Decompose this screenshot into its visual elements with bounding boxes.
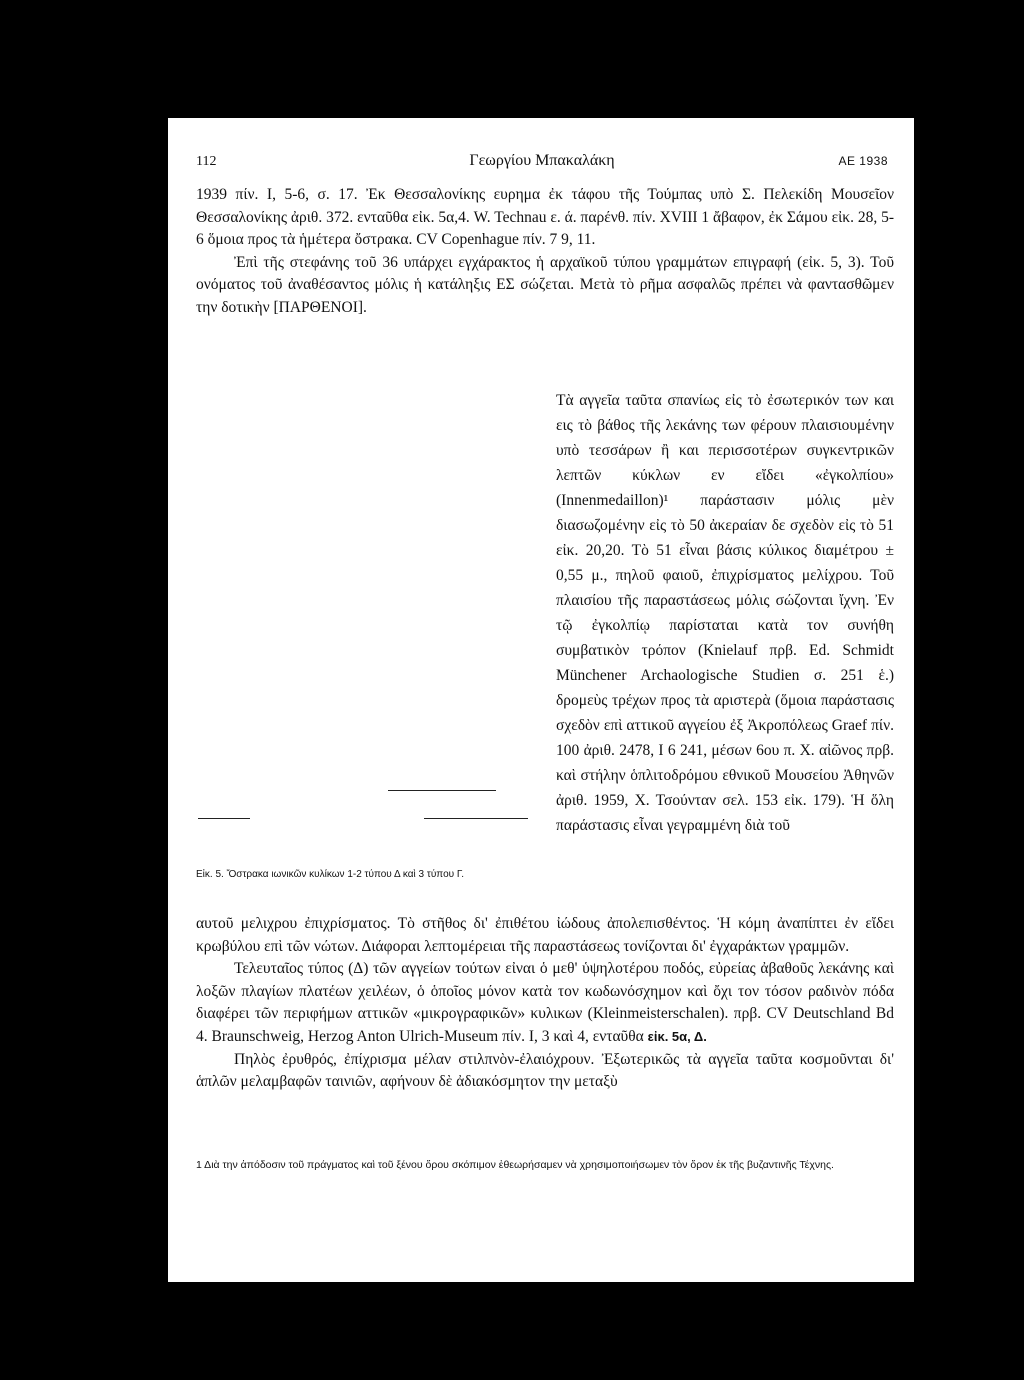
paragraph-clay: Πηλὸς ἐρυθρός, ἐπίχρισμα μέλαν στιλπνὸν-ἐλαιόχρουν. Ἐξωτερικῶς τὰ αγγεῖα ταῦτα κοσμοῦνται δι' ἁπλῶν μελαμβαφῶν ταινιῶν, αφήνουν δὲ ἀδιακόσμητον την μεταξὺ [196,1050,894,1091]
document-page [168,118,914,1282]
type-d-text: Τελευταῖος τύπος (Δ) τῶν αγγείων τούτων εἰναι ὁ μεθ' ὑψηλοτέρου ποδός, εὐρείας ἀβαθοῦς λεκάνης καὶ λοξῶν πλαγίων πλατέων χειλέων, ὁ ὁποῖος μόνον κατὰ τον κωδωνόσχημον καὶ ὄχι τον τόσον ραδινὸν πόδα διαφέρει τῶν περιφήμων αττικῶν «μικρογραφικῶν» κυλικων (Kleinmeisterschalen). πρβ. CV Deutschland Bd 4. Braunschweig, Herzog Anton Ulrich-Museum πίν. I, 3 καὶ 4, ενταῦθα [196,960,894,1045]
figure-rule [198,818,250,819]
right-column-text [556,388,894,838]
running-title: Γεωργίου Μπακαλάκη [469,152,615,169]
figure-caption: Εἰκ. 5. Ὄστρακα ιωνικῶν κυλίκων 1-2 τύπου Δ καὶ 3 τύπου Γ. [196,869,465,880]
footnote [196,1158,896,1173]
top-text-block [196,184,894,320]
paragraph-medallion: Τὰ αγγεῖα ταῦτα σπανίως εἰς τὸ ἐσωτερικόν των και εις τὸ βάθος τῆς λεκάνης των φέρουν πλαισιουμένην υπὸ τεσσάρων ἢ και περισσοτέρων συγκεντρικῶν λεπτῶν κύκλων εν εἴδει «ἐγκολπίου» (Innenmedaillon)¹ παράστασιν μόλις μὲν διασωζομένην εἰς τὸ 50 ἀκεραίαν δε σχεδὸν εἰς τὸ 51 εἰκ. 20,20. Τὸ 51 εἶναι βάσις κύλικος διαμέτρου ± 0,55 μ., πηλοῦ φαιοῦ, ἐπιχρίσματος μελίχρου. Τοῦ πλαισίου τῆς παραστάσεως μόλις σώζονται ἴχνη. Ἐν τῷ ἐγκολπίῳ παρίσταται κατὰ τον συνήθη συμβατικὸν τρόπον (Knielauf πρβ. Ed. Schmidt Münchener Archaologische Studien σ. 251 ἑ.) δρομεὺς τρέχων προς τὰ αριστερὰ (ὅμοια παράστασις σχεδὸν επὶ αττικοῦ αγγείου ἐξ Ἀκροπόλεως Graef πίν. 100 ἀριθ. 2478, I 6 241, μέσων 6ου π. Χ. αἰῶνος πρβ. καὶ στήλην ὁπλιτοδρόμου εθνικοῦ Μουσείου Ἀθηνῶν ἀριθ. 1959, Χ. Τσούνταν σελ. 153 εἰκ. 179). Ἡ ὅλη παράστασις εἶναι γεγραμμένη διὰ τοῦ [556,392,894,834]
page-number: 112 [196,154,217,169]
journal-reference: ΑΕ 1938 [838,154,888,168]
figure-rule [424,818,528,819]
figure-reference: εἰκ. 5α, Δ. [647,1028,707,1044]
page-header [196,154,888,174]
bottom-text-block [196,913,894,1094]
footnote-text: 1 Διὰ την ἀπόδοσιν τοῦ πράγματος καὶ τοῦ ξένου ὅρου σκόπιμον ἐθεωρήσαμεν νὰ χρησιμοποιήσωμεν τὸν ὅρον ἐκ τῆς βυζαντινῆς Τέχνης. [196,1159,834,1171]
paragraph-continuation: αυτοῦ μελιχρου ἐπιχρίσματος. Τὸ στῆθος δι' ἐπιθέτου ἰώδους ἀπολεπισθέντος. Ἡ κόμη ἀναπίπτει ἐν εἴδει κρωβύλου επὶ τῶν νώτων. Διάφοραι λεπτομέρειαι τῆς παραστάσεως τονίζονται δι' ἐγχαράκτων γραμμῶν. [196,915,894,955]
paragraph-type-d [196,958,894,1048]
paragraph-inscription: Ἐπὶ τῆς στεφάνης τοῦ 36 υπάρχει εγχάρακτος ἡ αρχαϊκοῦ τύπου γραμμάτων επιγραφή (εἰκ. 5, 3). Τοῦ ονόματος τοῦ ἀναθέσαντος μόλις ἡ κατάληξις ΕΣ σώζεται. Μετὰ τὸ ρῆμα ασφαλῶς πρέπει νὰ φαντασθῶμεν την δοτικὴν [ΠΑΡΘΕΝΟΙ]. [196,253,894,316]
paragraph-citations: 1939 πίν. I, 5-6, σ. 17. Ἐκ Θεσσαλονίκης ευρημα ἐκ τάφου τῆς Τούμπας υπὸ Σ. Πελεκίδη Μουσεῖον Θεσσαλονίκης ἀριθ. 372. ενταῦθα εἰκ. 5α,4. W. Technau ε. ά. παρένθ. πίν. XVIII 1 ἄβαφον, ἐκ Σάμου εἰκ. 28, 5-6 ὅμοια προς τὰ ἡμέτερα ὄστρακα. CV Copenhague πίν. 7 9, 11. [196,186,894,249]
figure-rule [388,790,496,791]
